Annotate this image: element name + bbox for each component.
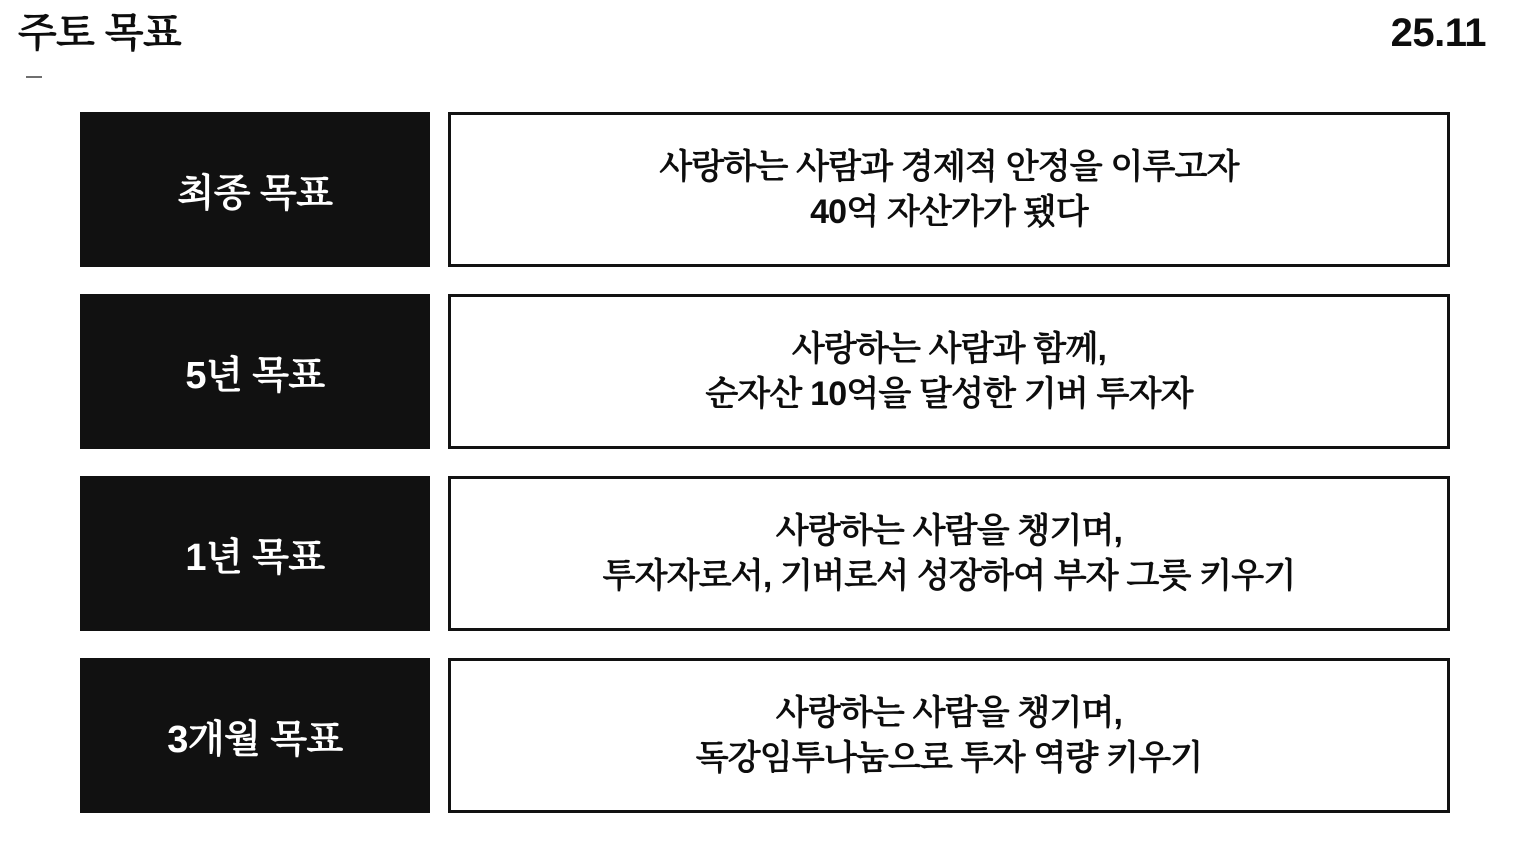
page-title: 주토 목표 bbox=[18, 11, 182, 55]
goal-row bbox=[0, 658, 1520, 813]
header-date: 25.11 bbox=[1390, 11, 1486, 55]
goal-content-5year bbox=[448, 294, 1450, 449]
goal-line: 사랑하는 사람을 챙기며, bbox=[775, 511, 1123, 550]
goal-label-3month: 3개월 목표 bbox=[80, 658, 430, 813]
goal-line: 독강임투나눔으로 투자 역량 키우기 bbox=[695, 738, 1203, 777]
goal-line: 사랑하는 사람과 경제적 안정을 이루고자 bbox=[659, 147, 1239, 186]
goal-label-1year: 1년 목표 bbox=[80, 476, 430, 631]
goal-content-final bbox=[448, 112, 1450, 267]
goal-list bbox=[0, 112, 1520, 840]
goal-content-1year bbox=[448, 476, 1450, 631]
goal-row bbox=[0, 294, 1520, 449]
title-underline-decoration bbox=[26, 76, 42, 78]
goal-label-final: 최종 목표 bbox=[80, 112, 430, 267]
goal-content-3month bbox=[448, 658, 1450, 813]
goal-row bbox=[0, 476, 1520, 631]
slide-header bbox=[0, 0, 1520, 86]
goal-line: 순자산 10억을 달성한 기버 투자자 bbox=[705, 374, 1193, 413]
goal-line: 40억 자산가가 됐다 bbox=[810, 192, 1088, 231]
goal-line: 사랑하는 사람과 함께, bbox=[791, 329, 1107, 368]
goal-line: 투자자로서, 기버로서 성장하여 부자 그릇 키우기 bbox=[602, 556, 1296, 595]
goal-line: 사랑하는 사람을 챙기며, bbox=[775, 693, 1123, 732]
goal-label-5year: 5년 목표 bbox=[80, 294, 430, 449]
goal-row bbox=[0, 112, 1520, 267]
